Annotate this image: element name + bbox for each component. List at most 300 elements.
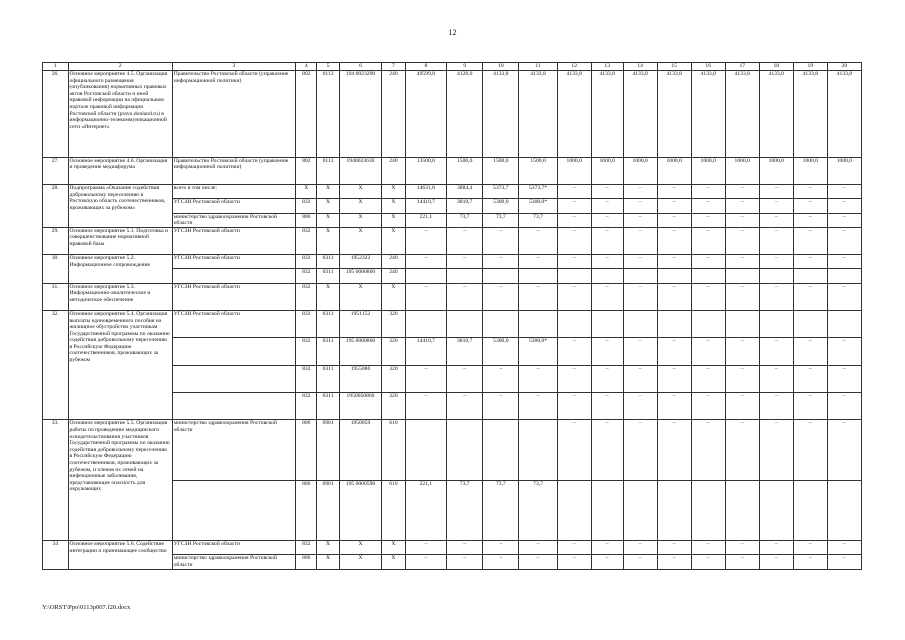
amount-value: 4128,0 bbox=[447, 71, 483, 158]
amount-value: – bbox=[657, 227, 691, 254]
column-number: 7 bbox=[382, 63, 405, 71]
budget-code: 0311 bbox=[317, 255, 339, 269]
budget-code: 802 bbox=[296, 71, 317, 158]
amount-value: – bbox=[591, 555, 623, 569]
budget-code: 320 bbox=[382, 365, 405, 392]
amount-value: 4133,8 bbox=[759, 71, 793, 158]
amount-value: – bbox=[691, 199, 725, 213]
amount-value: – bbox=[657, 213, 691, 227]
amount-value: – bbox=[725, 338, 759, 365]
amount-value: – bbox=[759, 227, 793, 254]
activity-name: Подпрограмма «Оказание содействия добровольному переселению в Ростовскую область соотечественников, проживающих за рубежом» bbox=[68, 185, 172, 228]
amount-value: 4133,8 bbox=[623, 71, 657, 158]
budget-code: 320 bbox=[382, 393, 405, 420]
activity-name: Основное мероприятие 5.1. Подготовка и совершенствование нормативной правовой базы bbox=[68, 227, 172, 254]
amount-value: – bbox=[557, 199, 591, 213]
amount-value: – bbox=[519, 393, 557, 420]
budget-code: X bbox=[382, 283, 405, 310]
amount-value: – bbox=[657, 555, 691, 569]
budget-code: 1951152 bbox=[339, 310, 382, 337]
budget-code: X bbox=[317, 541, 339, 555]
amount-value bbox=[519, 310, 557, 337]
budget-code: 320 bbox=[382, 310, 405, 337]
budget-code: 0311 bbox=[317, 393, 339, 420]
row-number: 28. bbox=[43, 185, 69, 228]
amount-value: – bbox=[557, 255, 591, 269]
amount-value: – bbox=[759, 255, 793, 269]
amount-value: – bbox=[657, 541, 691, 555]
amount-value: – bbox=[591, 227, 623, 254]
amount-value: 4133,8 bbox=[691, 71, 725, 158]
file-path-footer: Y:\ORST\Ppo\0113p007.f20.docx bbox=[42, 604, 131, 611]
amount-value: – bbox=[557, 338, 591, 365]
amount-value: – bbox=[725, 420, 759, 480]
column-number: 13 bbox=[591, 63, 623, 71]
responsible-executor: министерство здравоохранения Ростовской области bbox=[172, 420, 295, 480]
column-number: 5 bbox=[317, 63, 339, 71]
activity-name: Основное мероприятие 4.6. Организация и проведение медиафорума bbox=[68, 157, 172, 184]
amount-value bbox=[591, 310, 623, 337]
amount-value: 1000,0 bbox=[623, 157, 657, 184]
amount-value: – bbox=[405, 255, 446, 269]
amount-value: 4133,8 bbox=[483, 71, 519, 158]
activity-name: Основное мероприятие 5.3. Информационно-аналитическое и методическое обеспечение bbox=[68, 283, 172, 310]
activity-name: Основное мероприятие 4.5. Организация официального размещения (опубликования) нормативных правовых актов Ростовской области и иной правовой информации на официальном портале правовой информации Ростовской области (pravo.donland.ru) в информационно-телекоммуникационной сети «Интернет» bbox=[68, 71, 172, 158]
amount-value bbox=[623, 310, 657, 337]
budget-code: 320 bbox=[382, 338, 405, 365]
amount-value: – bbox=[827, 420, 861, 480]
column-number: 12 bbox=[557, 63, 591, 71]
budget-code: 806 bbox=[296, 420, 317, 480]
amount-value bbox=[623, 269, 657, 283]
amount-value: – bbox=[623, 555, 657, 569]
column-number: 11 bbox=[519, 63, 557, 71]
amount-value: 1000,0 bbox=[793, 157, 827, 184]
budget-code: 832 bbox=[296, 365, 317, 392]
amount-value bbox=[557, 310, 591, 337]
amount-value: 221,1 bbox=[405, 213, 446, 227]
column-number: 6 bbox=[339, 63, 382, 71]
amount-value: – bbox=[793, 213, 827, 227]
table-row bbox=[43, 255, 862, 269]
amount-value: – bbox=[657, 255, 691, 269]
amount-value: – bbox=[623, 541, 657, 555]
amount-value: – bbox=[519, 541, 557, 555]
responsible-executor bbox=[172, 480, 295, 540]
amount-value: – bbox=[447, 255, 483, 269]
amount-value: 4133,8 bbox=[557, 71, 591, 158]
amount-value: – bbox=[623, 393, 657, 420]
amount-value bbox=[759, 310, 793, 337]
table-row bbox=[43, 310, 862, 337]
budget-code: X bbox=[339, 541, 382, 555]
budget-code: 832 bbox=[296, 227, 317, 254]
budget-code: X bbox=[382, 227, 405, 254]
amount-value: – bbox=[557, 393, 591, 420]
column-number: 8 bbox=[405, 63, 446, 71]
amount-value: – bbox=[827, 227, 861, 254]
amount-value: – bbox=[725, 255, 759, 269]
responsible-executor: УГСЗН Ростовской области bbox=[172, 255, 295, 269]
amount-value: – bbox=[657, 393, 691, 420]
column-number: 2 bbox=[68, 63, 172, 71]
amount-value: – bbox=[759, 185, 793, 199]
amount-value: – bbox=[793, 255, 827, 269]
budget-code: 832 bbox=[296, 393, 317, 420]
row-number: 32. bbox=[43, 310, 69, 420]
amount-value: – bbox=[483, 255, 519, 269]
responsible-executor: министерство здравоохранения Ростовской области bbox=[172, 555, 295, 569]
budget-code: 195 0000590 bbox=[339, 480, 382, 540]
amount-value bbox=[657, 269, 691, 283]
amount-value: – bbox=[827, 338, 861, 365]
budget-code: 1950059 bbox=[339, 420, 382, 480]
budget-code: 832 bbox=[296, 269, 317, 283]
amount-value bbox=[405, 269, 446, 283]
activity-name: Основное мероприятие 5.4. Организация выплаты единовременного пособия на жилищное обустройство участникам Государственной программы по оказанию содействия добровольному переселению в Российскую Федерацию соотечественников, проживающих за рубежом bbox=[68, 310, 172, 420]
table-row bbox=[43, 157, 862, 184]
budget-code: 832 bbox=[296, 283, 317, 310]
amount-value: – bbox=[759, 365, 793, 392]
amount-value: – bbox=[623, 338, 657, 365]
column-number: 14 bbox=[623, 63, 657, 71]
amount-value: – bbox=[793, 365, 827, 392]
amount-value: – bbox=[483, 393, 519, 420]
amount-value: – bbox=[725, 185, 759, 199]
amount-value: – bbox=[519, 255, 557, 269]
amount-value: – bbox=[759, 213, 793, 227]
amount-value: – bbox=[557, 555, 591, 569]
budget-code: 194 0023290 bbox=[339, 71, 382, 158]
budget-code: X bbox=[317, 185, 339, 199]
budget-code: 0901 bbox=[317, 420, 339, 480]
amount-value bbox=[691, 310, 725, 337]
amount-value bbox=[483, 310, 519, 337]
amount-value: 1500,0 bbox=[483, 157, 519, 184]
responsible-executor: УГСЗН Ростовской области bbox=[172, 227, 295, 254]
column-number: 17 bbox=[725, 63, 759, 71]
column-number-row bbox=[43, 63, 862, 71]
column-number: 4 bbox=[296, 63, 317, 71]
amount-value: – bbox=[557, 185, 591, 199]
amount-value: – bbox=[759, 541, 793, 555]
amount-value bbox=[405, 420, 446, 480]
budget-code: X bbox=[339, 555, 382, 569]
responsible-executor: УГСЗН Ростовской области bbox=[172, 199, 295, 213]
amount-value: – bbox=[759, 199, 793, 213]
amount-value bbox=[591, 480, 623, 540]
amount-value: 1000,0 bbox=[557, 157, 591, 184]
responsible-executor: УГСЗН Ростовской области bbox=[172, 283, 295, 310]
amount-value: 5373,7* bbox=[519, 185, 557, 199]
amount-value bbox=[591, 269, 623, 283]
amount-value: – bbox=[447, 365, 483, 392]
amount-value: 4133,8 bbox=[725, 71, 759, 158]
amount-value: – bbox=[725, 555, 759, 569]
amount-value: – bbox=[657, 365, 691, 392]
amount-value: – bbox=[793, 541, 827, 555]
amount-value: 1000,0 bbox=[591, 157, 623, 184]
responsible-executor: Правительство Ростовской области (управление информационной политики) bbox=[172, 157, 295, 184]
amount-value bbox=[725, 269, 759, 283]
amount-value: – bbox=[827, 541, 861, 555]
amount-value: 49599,8 bbox=[405, 71, 446, 158]
amount-value bbox=[557, 269, 591, 283]
amount-value bbox=[793, 310, 827, 337]
amount-value: – bbox=[519, 555, 557, 569]
amount-value bbox=[447, 269, 483, 283]
amount-value: – bbox=[793, 227, 827, 254]
amount-value bbox=[623, 480, 657, 540]
amount-value: 73,7 bbox=[447, 480, 483, 540]
amount-value: – bbox=[447, 283, 483, 310]
amount-value: – bbox=[623, 283, 657, 310]
amount-value: – bbox=[657, 185, 691, 199]
amount-value bbox=[759, 480, 793, 540]
amount-value: 1000,0 bbox=[827, 157, 861, 184]
amount-value: 1000,0 bbox=[691, 157, 725, 184]
budget-code: X bbox=[317, 213, 339, 227]
amount-value: 4133,8 bbox=[657, 71, 691, 158]
amount-value: 73,7 bbox=[447, 213, 483, 227]
budget-code: X bbox=[339, 283, 382, 310]
budget-code: 0113 bbox=[317, 71, 339, 158]
amount-value: – bbox=[591, 185, 623, 199]
column-number: 20 bbox=[827, 63, 861, 71]
budget-code: 240 bbox=[382, 255, 405, 269]
responsible-executor: министерство здравоохранения Ростовской области bbox=[172, 213, 295, 227]
amount-value: – bbox=[725, 283, 759, 310]
amount-value: – bbox=[447, 393, 483, 420]
amount-value: – bbox=[447, 541, 483, 555]
column-number: 16 bbox=[691, 63, 725, 71]
amount-value: – bbox=[519, 227, 557, 254]
amount-value: 14410,7 bbox=[405, 199, 446, 213]
amount-value: – bbox=[691, 213, 725, 227]
budget-code: X bbox=[317, 227, 339, 254]
amount-value: – bbox=[691, 185, 725, 199]
table-row bbox=[43, 420, 862, 480]
column-number: 1 bbox=[43, 63, 69, 71]
activity-name: Основное мероприятие 5.2. Информационное сопровождение bbox=[68, 255, 172, 283]
budget-code: X bbox=[317, 283, 339, 310]
amount-value: – bbox=[557, 365, 591, 392]
amount-value bbox=[657, 480, 691, 540]
responsible-executor bbox=[172, 338, 295, 365]
amount-value bbox=[447, 420, 483, 480]
amount-value: – bbox=[405, 555, 446, 569]
budget-code: 0113 bbox=[317, 157, 339, 184]
budget-code: 832 bbox=[296, 199, 317, 213]
amount-value: – bbox=[623, 185, 657, 199]
amount-value: – bbox=[827, 283, 861, 310]
column-number: 15 bbox=[657, 63, 691, 71]
amount-value: – bbox=[483, 541, 519, 555]
amount-value: – bbox=[483, 283, 519, 310]
budget-code: 0311 bbox=[317, 310, 339, 337]
amount-value: – bbox=[691, 555, 725, 569]
table-row bbox=[43, 185, 862, 199]
amount-value: – bbox=[483, 227, 519, 254]
budget-code: X bbox=[339, 185, 382, 199]
amount-value: 1000,0 bbox=[759, 157, 793, 184]
amount-value: 4133,8 bbox=[827, 71, 861, 158]
row-number: 27. bbox=[43, 157, 69, 184]
amount-value bbox=[447, 310, 483, 337]
amount-value bbox=[483, 420, 519, 480]
budget-code: 1955086 bbox=[339, 365, 382, 392]
amount-value: – bbox=[793, 555, 827, 569]
amount-value: – bbox=[591, 213, 623, 227]
amount-value: – bbox=[519, 283, 557, 310]
budget-code: 1950050860 bbox=[339, 393, 382, 420]
budget-code: X bbox=[296, 185, 317, 199]
responsible-executor: УГСЗН Ростовской области bbox=[172, 310, 295, 337]
amount-value: – bbox=[793, 393, 827, 420]
amount-value: – bbox=[827, 199, 861, 213]
page-number: 12 bbox=[448, 28, 457, 37]
amount-value: – bbox=[591, 338, 623, 365]
responsible-executor bbox=[172, 365, 295, 392]
budget-code: X bbox=[382, 199, 405, 213]
amount-value bbox=[519, 420, 557, 480]
amount-value: – bbox=[591, 393, 623, 420]
amount-value: – bbox=[827, 365, 861, 392]
amount-value: 1500,0 bbox=[447, 157, 483, 184]
budget-code: 610 bbox=[382, 480, 405, 540]
amount-value: – bbox=[793, 420, 827, 480]
amount-value: – bbox=[591, 365, 623, 392]
row-number: 33. bbox=[43, 420, 69, 541]
budget-code: 610 bbox=[382, 420, 405, 480]
amount-value: – bbox=[725, 213, 759, 227]
amount-value: – bbox=[447, 227, 483, 254]
amount-value: – bbox=[591, 283, 623, 310]
amount-value: – bbox=[483, 555, 519, 569]
row-number: 31. bbox=[43, 283, 69, 310]
budget-code: X bbox=[317, 555, 339, 569]
budget-code: 802 bbox=[296, 157, 317, 184]
amount-value: 4133,8 bbox=[519, 71, 557, 158]
amount-value: – bbox=[759, 283, 793, 310]
column-number: 9 bbox=[447, 63, 483, 71]
amount-value: – bbox=[759, 393, 793, 420]
amount-value: – bbox=[793, 283, 827, 310]
responsible-executor: Правительство Ростовской области (управление информационной политики) bbox=[172, 71, 295, 158]
responsible-executor bbox=[172, 269, 295, 283]
amount-value: – bbox=[725, 227, 759, 254]
amount-value bbox=[483, 269, 519, 283]
amount-value: – bbox=[557, 541, 591, 555]
amount-value: – bbox=[691, 227, 725, 254]
budget-table bbox=[42, 62, 862, 570]
amount-value: – bbox=[405, 541, 446, 555]
amount-value: – bbox=[759, 420, 793, 480]
amount-value: – bbox=[623, 213, 657, 227]
amount-value bbox=[691, 269, 725, 283]
amount-value: 14631,8 bbox=[405, 185, 446, 199]
amount-value: – bbox=[725, 393, 759, 420]
amount-value: 4133,8 bbox=[793, 71, 827, 158]
amount-value: 3810,7 bbox=[447, 199, 483, 213]
amount-value: – bbox=[623, 365, 657, 392]
budget-code: 832 bbox=[296, 255, 317, 269]
amount-value: 1500,0 bbox=[519, 157, 557, 184]
row-number: 26. bbox=[43, 71, 69, 158]
amount-value bbox=[759, 269, 793, 283]
budget-code: 0311 bbox=[317, 269, 339, 283]
amount-value: – bbox=[623, 227, 657, 254]
row-number: 30. bbox=[43, 255, 69, 283]
budget-code: 832 bbox=[296, 310, 317, 337]
table-row bbox=[43, 227, 862, 254]
budget-code: X bbox=[382, 541, 405, 555]
responsible-executor: УГСЗН Ростовской области bbox=[172, 541, 295, 555]
budget-code: 806 bbox=[296, 555, 317, 569]
amount-value: – bbox=[725, 541, 759, 555]
amount-value: 4133,8 bbox=[591, 71, 623, 158]
budget-code: 0901 bbox=[317, 480, 339, 540]
amount-value: – bbox=[557, 283, 591, 310]
amount-value: 5300,0* bbox=[519, 199, 557, 213]
amount-value: 73,7 bbox=[519, 213, 557, 227]
amount-value: – bbox=[827, 393, 861, 420]
budget-code: 195 0080860 bbox=[339, 338, 382, 365]
amount-value: – bbox=[827, 185, 861, 199]
budget-code: 240 bbox=[382, 71, 405, 158]
responsible-executor bbox=[172, 393, 295, 420]
amount-value: – bbox=[793, 185, 827, 199]
amount-value: – bbox=[405, 393, 446, 420]
amount-value: – bbox=[827, 213, 861, 227]
budget-code: X bbox=[339, 213, 382, 227]
budget-code: X bbox=[339, 199, 382, 213]
amount-value bbox=[657, 310, 691, 337]
amount-value: 73,7 bbox=[483, 480, 519, 540]
budget-code: X bbox=[382, 213, 405, 227]
column-number: 3 bbox=[172, 63, 295, 71]
amount-value: 1000,0 bbox=[725, 157, 759, 184]
budget-code: X bbox=[317, 199, 339, 213]
amount-value: – bbox=[405, 365, 446, 392]
column-number: 10 bbox=[483, 63, 519, 71]
amount-value bbox=[827, 269, 861, 283]
amount-value: – bbox=[557, 420, 591, 480]
amount-value bbox=[519, 269, 557, 283]
budget-code: 806 bbox=[296, 213, 317, 227]
activity-name: Основное мероприятие 5.5. Организация работы по проведению медицинского освидетельствования участников Государственной программы по оказанию содействия добровольному переселению в Российскую Федерацию соотечественников, проживающих за рубежом, и членов их семей на инфекционные заболевания, представляющие опасность для окружающих bbox=[68, 420, 172, 541]
amount-value: – bbox=[623, 199, 657, 213]
budget-code: 1940023630 bbox=[339, 157, 382, 184]
table-row bbox=[43, 541, 862, 555]
budget-code: 1952322 bbox=[339, 255, 382, 269]
amount-value: 5373,7 bbox=[483, 185, 519, 199]
budget-code: 195 0080860 bbox=[339, 269, 382, 283]
amount-value: 5300,0* bbox=[519, 338, 557, 365]
amount-value: – bbox=[591, 199, 623, 213]
amount-value bbox=[725, 310, 759, 337]
amount-value: – bbox=[447, 555, 483, 569]
amount-value: – bbox=[691, 365, 725, 392]
amount-value: 1000,0 bbox=[657, 157, 691, 184]
budget-code: 832 bbox=[296, 541, 317, 555]
amount-value bbox=[793, 480, 827, 540]
budget-code: 240 bbox=[382, 157, 405, 184]
table-row bbox=[43, 283, 862, 310]
amount-value: 3810,7 bbox=[447, 338, 483, 365]
amount-value: – bbox=[827, 555, 861, 569]
amount-value: – bbox=[657, 338, 691, 365]
